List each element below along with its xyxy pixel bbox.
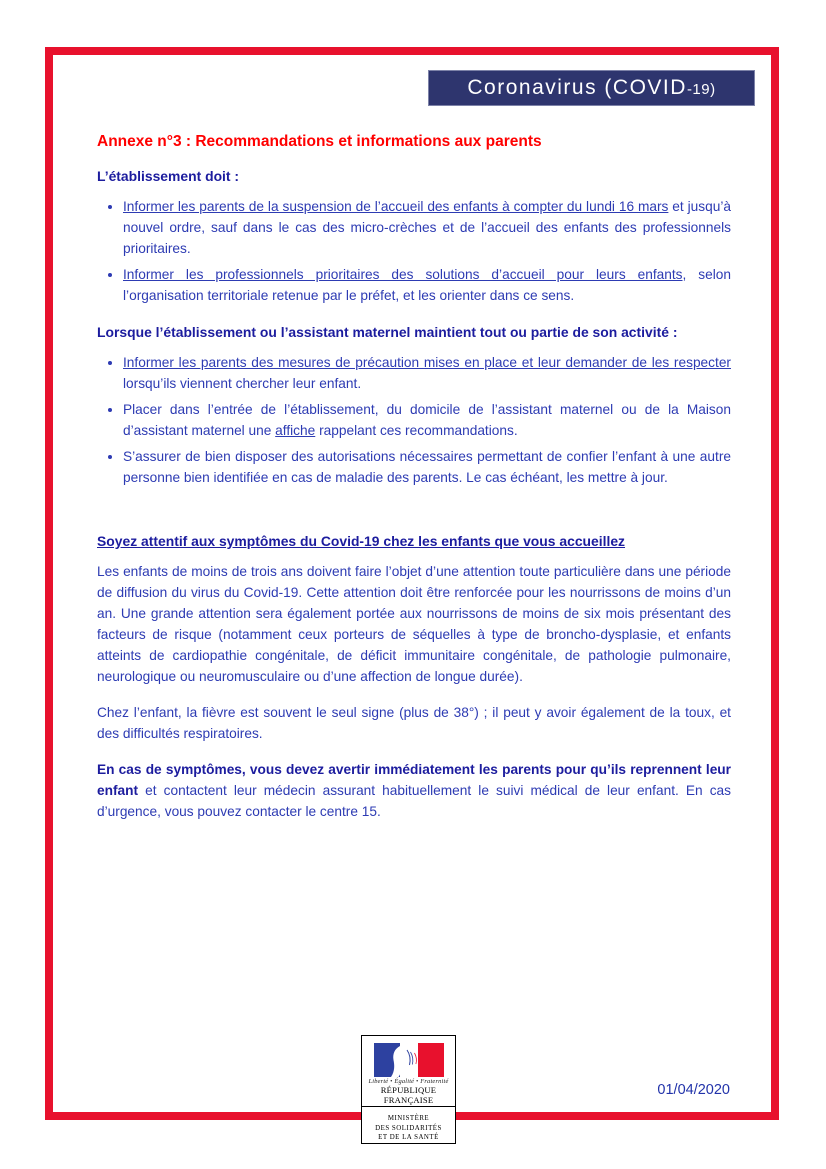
- document-body: [97, 132, 731, 837]
- page-title: Annexe n°3 : Recommandations et informations aux parents: [97, 133, 542, 150]
- list-item: [123, 446, 731, 488]
- paragraph: Chez l’enfant, la fièvre est souvent le seul signe (plus de 38°) ; il peut y avoir également de la toux, et des difficultés respiratoires.: [97, 705, 731, 741]
- banner-title-suffix: -19): [686, 81, 716, 98]
- section-symptomes: [97, 532, 731, 822]
- bullet-text: rappelant ces recommandations.: [315, 423, 518, 438]
- section-symptomes-heading: Soyez attentif aux symptômes du Covid-19 chez les enfants que vous accueillez: [97, 533, 626, 549]
- covid-banner: [428, 70, 755, 106]
- ministry-line: DES SOLIDARITÉS: [375, 1124, 442, 1132]
- section-maintien: [97, 323, 731, 488]
- document-date: 01/04/2020: [657, 1082, 730, 1098]
- bullet-text: , selon l’organisation territoriale retenue par le préfet, et les orienter dans ce sens.: [123, 267, 731, 303]
- bullet-text: Placer dans l’entrée de l’établissement, du domicile de l’assistant maternel ou de la Maison d’assistant maternel une: [123, 402, 731, 438]
- republic-motto: Liberté • Égalité • Fraternité: [368, 1078, 449, 1085]
- republic-logo-block: [362, 1043, 455, 1107]
- bullet-text: et jusqu’à nouvel ordre, sauf dans le cas des micro-crèches et de l’accueil des enfants des professionnels prioritaires.: [123, 199, 731, 256]
- ministry-line: MINISTÈRE: [387, 1115, 430, 1122]
- bullet-underlined-text: Informer les professionnels prioritaires des solutions d’accueil pour leurs enfants: [123, 267, 683, 282]
- government-logo: [361, 1035, 456, 1144]
- list-item: [123, 352, 731, 394]
- section-etablissement: [97, 167, 731, 306]
- bullet-underlined-text: affiche: [275, 423, 316, 438]
- paragraph-text: et contactent leur médecin assurant habituellement le suivi médical de leur enfant. En cas d’urgence, vous pouvez contacter le centre 15.: [97, 783, 731, 819]
- list-item: [123, 399, 731, 441]
- banner-title-main: Coronavirus (COVID: [467, 76, 687, 99]
- section-maintien-heading: Lorsque l’établissement ou l’assistant maternel maintient tout ou partie de son activité :: [97, 324, 678, 340]
- maintien-bullet-list: [97, 352, 731, 488]
- paragraph-bold-text: En cas de symptômes, vous devez avertir immédiatement les parents pour qu’ils reprennent leur enfant: [97, 762, 731, 798]
- list-item: [123, 196, 731, 259]
- etablissement-bullet-list: [97, 196, 731, 306]
- bullet-text: lorsqu’ils viennent chercher leur enfant.: [123, 376, 362, 391]
- list-item: [123, 264, 731, 306]
- paragraph: Les enfants de moins de trois ans doivent faire l’objet d’une attention toute particulière dans une période de diffusion du virus du Covid-19. Cette attention doit être renforcée pour les nourrissons de moins d’un an. Une grande attention sera également portée aux nourrissons de moins de six mois présentant des facteurs de risque (notamment ceux porteurs de séquelles à type de broncho-dysplasie, et enfants atteints de cardiopathie congénitale, de déficit immunitaire congénitale, de pathologie pulmonaire, neurologique ou neuromusculaire ou d’une affection de longue durée).: [97, 564, 731, 684]
- marianne-flag-icon: [374, 1043, 444, 1077]
- section-etablissement-heading: L’établissement doit :: [97, 168, 240, 184]
- ministry-name: [362, 1107, 455, 1143]
- bullet-underlined-text: Informer les parents de la suspension de l’accueil des enfants à compter du lundi 16 mars: [123, 199, 669, 214]
- bullet-underlined-text: Informer les parents des mesures de précaution mises en place et leur demander de les respecter: [123, 355, 731, 370]
- paragraph: [97, 759, 731, 822]
- ministry-line: ET DE LA SANTÉ: [378, 1134, 439, 1141]
- republic-name: RÉPUBLIQUE FRANÇAISE: [380, 1085, 437, 1105]
- bullet-text: S’assurer de bien disposer des autorisations nécessaires permettant de confier l’enfant à une autre personne bien identifiée en cas de maladie des parents. Le cas échéant, les mettre à jour.: [123, 449, 731, 485]
